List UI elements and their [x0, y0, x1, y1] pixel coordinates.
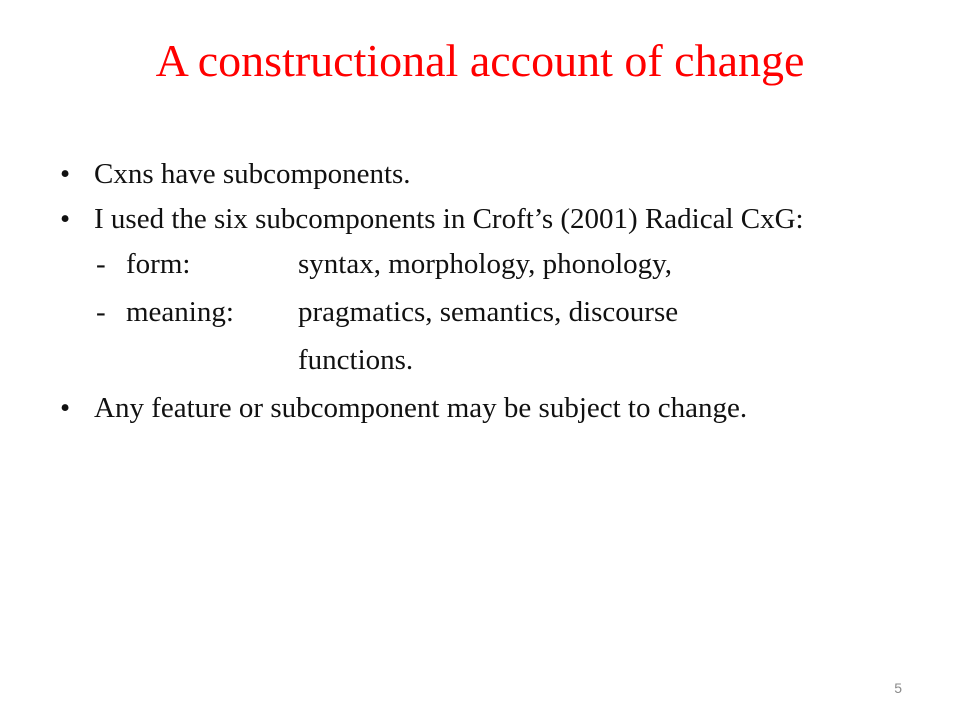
bullet-dot-icon: •: [60, 203, 71, 236]
sub-item-label: form:: [126, 248, 191, 281]
sub-item-description: functions.: [298, 344, 414, 377]
bullet-item: [60, 392, 840, 425]
sub-item-description: syntax, morphology, phonology,: [298, 248, 673, 281]
sub-item-meaning: [60, 296, 840, 329]
bullet-item: [60, 158, 840, 191]
page-number: 5: [894, 680, 902, 696]
bullet-dot-icon: •: [60, 158, 71, 190]
slide-title: A constructional account of change: [155, 35, 805, 86]
sub-item-description: pragmatics, semantics, discourse: [298, 296, 679, 329]
bullet-text: Any feature or subcomponent may be subject to change.: [94, 392, 748, 425]
sub-item-label: meaning:: [126, 296, 234, 329]
bullet-item: [60, 203, 840, 236]
slide-body: [60, 158, 840, 437]
sub-item-dash: -: [96, 296, 106, 329]
sub-item-dash: -: [96, 248, 106, 281]
sub-item-form: [60, 248, 840, 281]
bullet-dot-icon: •: [60, 392, 71, 425]
sub-item-continuation: [60, 344, 840, 377]
bullet-text: Cxns have subcomponents.: [94, 158, 411, 190]
bullet-text: I used the six subcomponents in Croft’s (2001) Radical CxG:: [94, 203, 804, 236]
